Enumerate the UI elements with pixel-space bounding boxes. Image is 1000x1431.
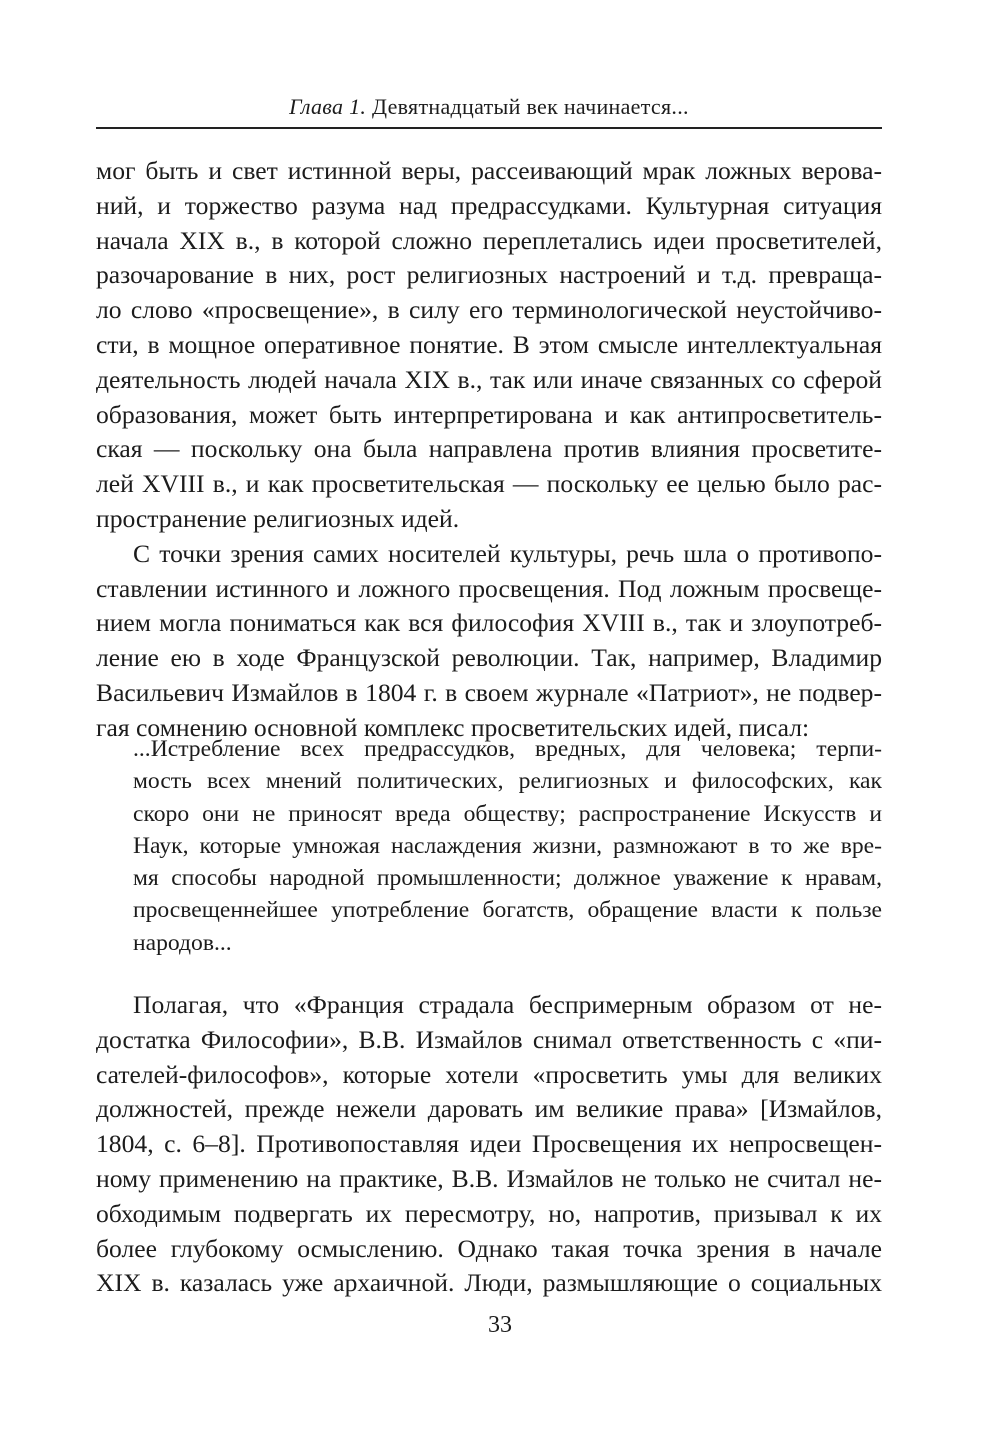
chapter-title: Девятнадцатый век начинается... (372, 94, 689, 119)
main-text-upper (96, 154, 882, 746)
text-line: должностей, прежде нежели даровать им великие права» [Измайлов, (96, 1094, 882, 1124)
text-line: гая сомнению основной комплекс просветительских идей, писал: (96, 712, 810, 742)
text-line: нием могла пониматься как вся философия XVIII в., так и злоупотреб- (96, 608, 882, 638)
text-line: деятельность людей начала XIX в., так или иначе связанных со сферой (96, 364, 882, 394)
chapter-label: Глава 1. (289, 94, 367, 119)
text-line: Васильевич Измайлов в 1804 г. в своем журнале «Патриот», не подвер- (96, 677, 882, 707)
quote-line: мя способы народной промышленности; должное уважение к нравам, (133, 865, 882, 892)
text-line: ление ею в ходе Французской революции. Так, например, Владимир (96, 643, 882, 673)
text-line: пространение религиозных идей. (96, 503, 460, 533)
quote-line: скоро они не приносят вреда обществу; распространение Искусств и (133, 800, 882, 827)
text-line: 1804, с. 6–8]. Противопоставляя идеи Просвещения их непросвещен- (96, 1129, 882, 1159)
text-line: лей XVIII в., и как просветительская — поскольку ее целью было рас- (96, 469, 882, 499)
text-line: ло слово «просвещение», в силу его терминологической неустойчиво- (96, 295, 882, 325)
paragraph-2 (96, 537, 882, 746)
text-line: образования, может быть интерпретирована и как антипросветитель- (96, 399, 882, 429)
text-line: ному применению на практике, В.В. Измайлов не только не считал не- (96, 1163, 882, 1193)
quote-line: ...Истребление всех предрассудков, вредных, для человека; терпи- (133, 736, 882, 762)
block-quote (133, 733, 882, 959)
text-line: достатка Философии», В.В. Измайлов снимал ответственность с «пи- (96, 1024, 882, 1054)
text-line: более глубокому осмыслению. Однако такая точка зрения в начале (96, 1233, 882, 1263)
quote-line: Наук, которые умножая наслаждения жизни, размножают в то же вре- (133, 832, 882, 859)
text-line: сти, в мощное оперативное понятие. В этом смысле интеллектуальная (96, 329, 882, 359)
page-number: 33 (488, 1312, 512, 1338)
text-line: ний, и торжество разума над предрассудками. Культурная ситуация (96, 190, 882, 220)
text-line: Полагая, что «Франция страдала беспримерным образом от не- (133, 990, 882, 1019)
quote-line: просвещеннейшее употребление богатств, обращение власти к пользе (133, 897, 882, 924)
text-line: мог быть и свет истинной веры, рассеивающий мрак ложных верова- (96, 156, 882, 185)
text-line: ская — поскольку она была направлена против влияния просветите- (96, 434, 882, 464)
paragraph-1 (96, 154, 882, 537)
quote-line: мость всех мнений политических, религиозных и философских, как (133, 768, 882, 795)
text-line: сателей-философов», которые хотели «просветить умы для великих (96, 1059, 882, 1089)
text-line: обходимым подвергать их пересмотру, но, напротив, призывал к их (96, 1198, 882, 1228)
text-line: ставлении истинного и ложного просвещения. Под ложным просвеще- (96, 573, 882, 603)
text-line: XIX в. казалась уже архаичной. Люди, размышляющие о социальных (96, 1268, 882, 1298)
main-text-lower (96, 988, 882, 1301)
running-header (96, 94, 882, 120)
text-line: начала XIX в., в которой сложно переплетались идеи просветителей, (96, 225, 882, 255)
quote-line: народов... (133, 929, 232, 956)
text-line: С точки зрения самих носителей культуры, речь шла о противопо- (133, 538, 882, 568)
text-line: разочарование в них, рост религиозных настроений и т.д. превраща- (96, 260, 882, 290)
header-rule (96, 127, 882, 129)
paragraph-3 (96, 988, 882, 1301)
